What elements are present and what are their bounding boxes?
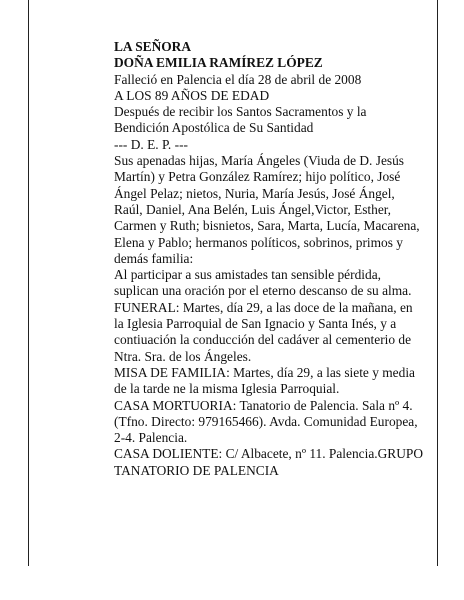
obituary-notice — [114, 39, 424, 479]
notice-title: LA SEÑORA — [114, 39, 192, 54]
home-paragraph: CASA DOLIENTE: C/ Albacete, nº 11. Palencia.GRUPO TANATORIO DE PALENCIA — [114, 446, 423, 478]
age-line: A LOS 89 AÑOS DE EDAD — [114, 87, 270, 103]
request-paragraph: Al participar a sus amistades tan sensible pérdida, suplican una oración por el eterno descanso de su alma. — [114, 267, 412, 299]
deceased-name: DOÑA EMILIA RAMÍREZ LÓPEZ — [114, 55, 323, 71]
funeral-paragraph: FUNERAL: Martes, día 29, a las doce de la mañana, en la Iglesia Parroquial de San Ignacio y Santa Inés, y a contiuación la conducción del cadáver al cementerio de Ntra. Sra. de los Ángeles. — [114, 299, 413, 364]
mortuary-paragraph: CASA MORTUORIA: Tanatorio de Palencia. Sala nº 4. (Tfno. Directo: 979165466). Avda. Comunidad Europea, 2-4. Palencia. — [114, 397, 418, 446]
family-paragraph: Sus apenadas hijas, María Ángeles (Viuda de D. Jesús Martín) y Petra González Ramírez; hijo político, José Ángel Pelaz; nietos, Nuria, María Jesús, José Ángel, Raúl, Daniel, Ana Belén, Luis Ángel,Victor, Esther, Carmen y Ruth; bisnietos, Sara, Marta, Lucía, Macarena, Elena y Pablo; hermanos políticos, sobrinos, primos y demás familia: — [114, 153, 420, 266]
sacraments-line: Después de recibir los Santos Sacramentos y la Bendición Apostólica de Su Santidad — [114, 104, 367, 136]
death-line: Falleció en Palencia el día 28 de abril de 2008 — [114, 71, 362, 87]
rip-line: --- D. E. P. --- — [114, 136, 189, 152]
mass-paragraph: MISA DE FAMILIA: Martes, día 29, a las siete y media de la tarde ne la misma Iglesia Parroquial. — [114, 364, 415, 397]
